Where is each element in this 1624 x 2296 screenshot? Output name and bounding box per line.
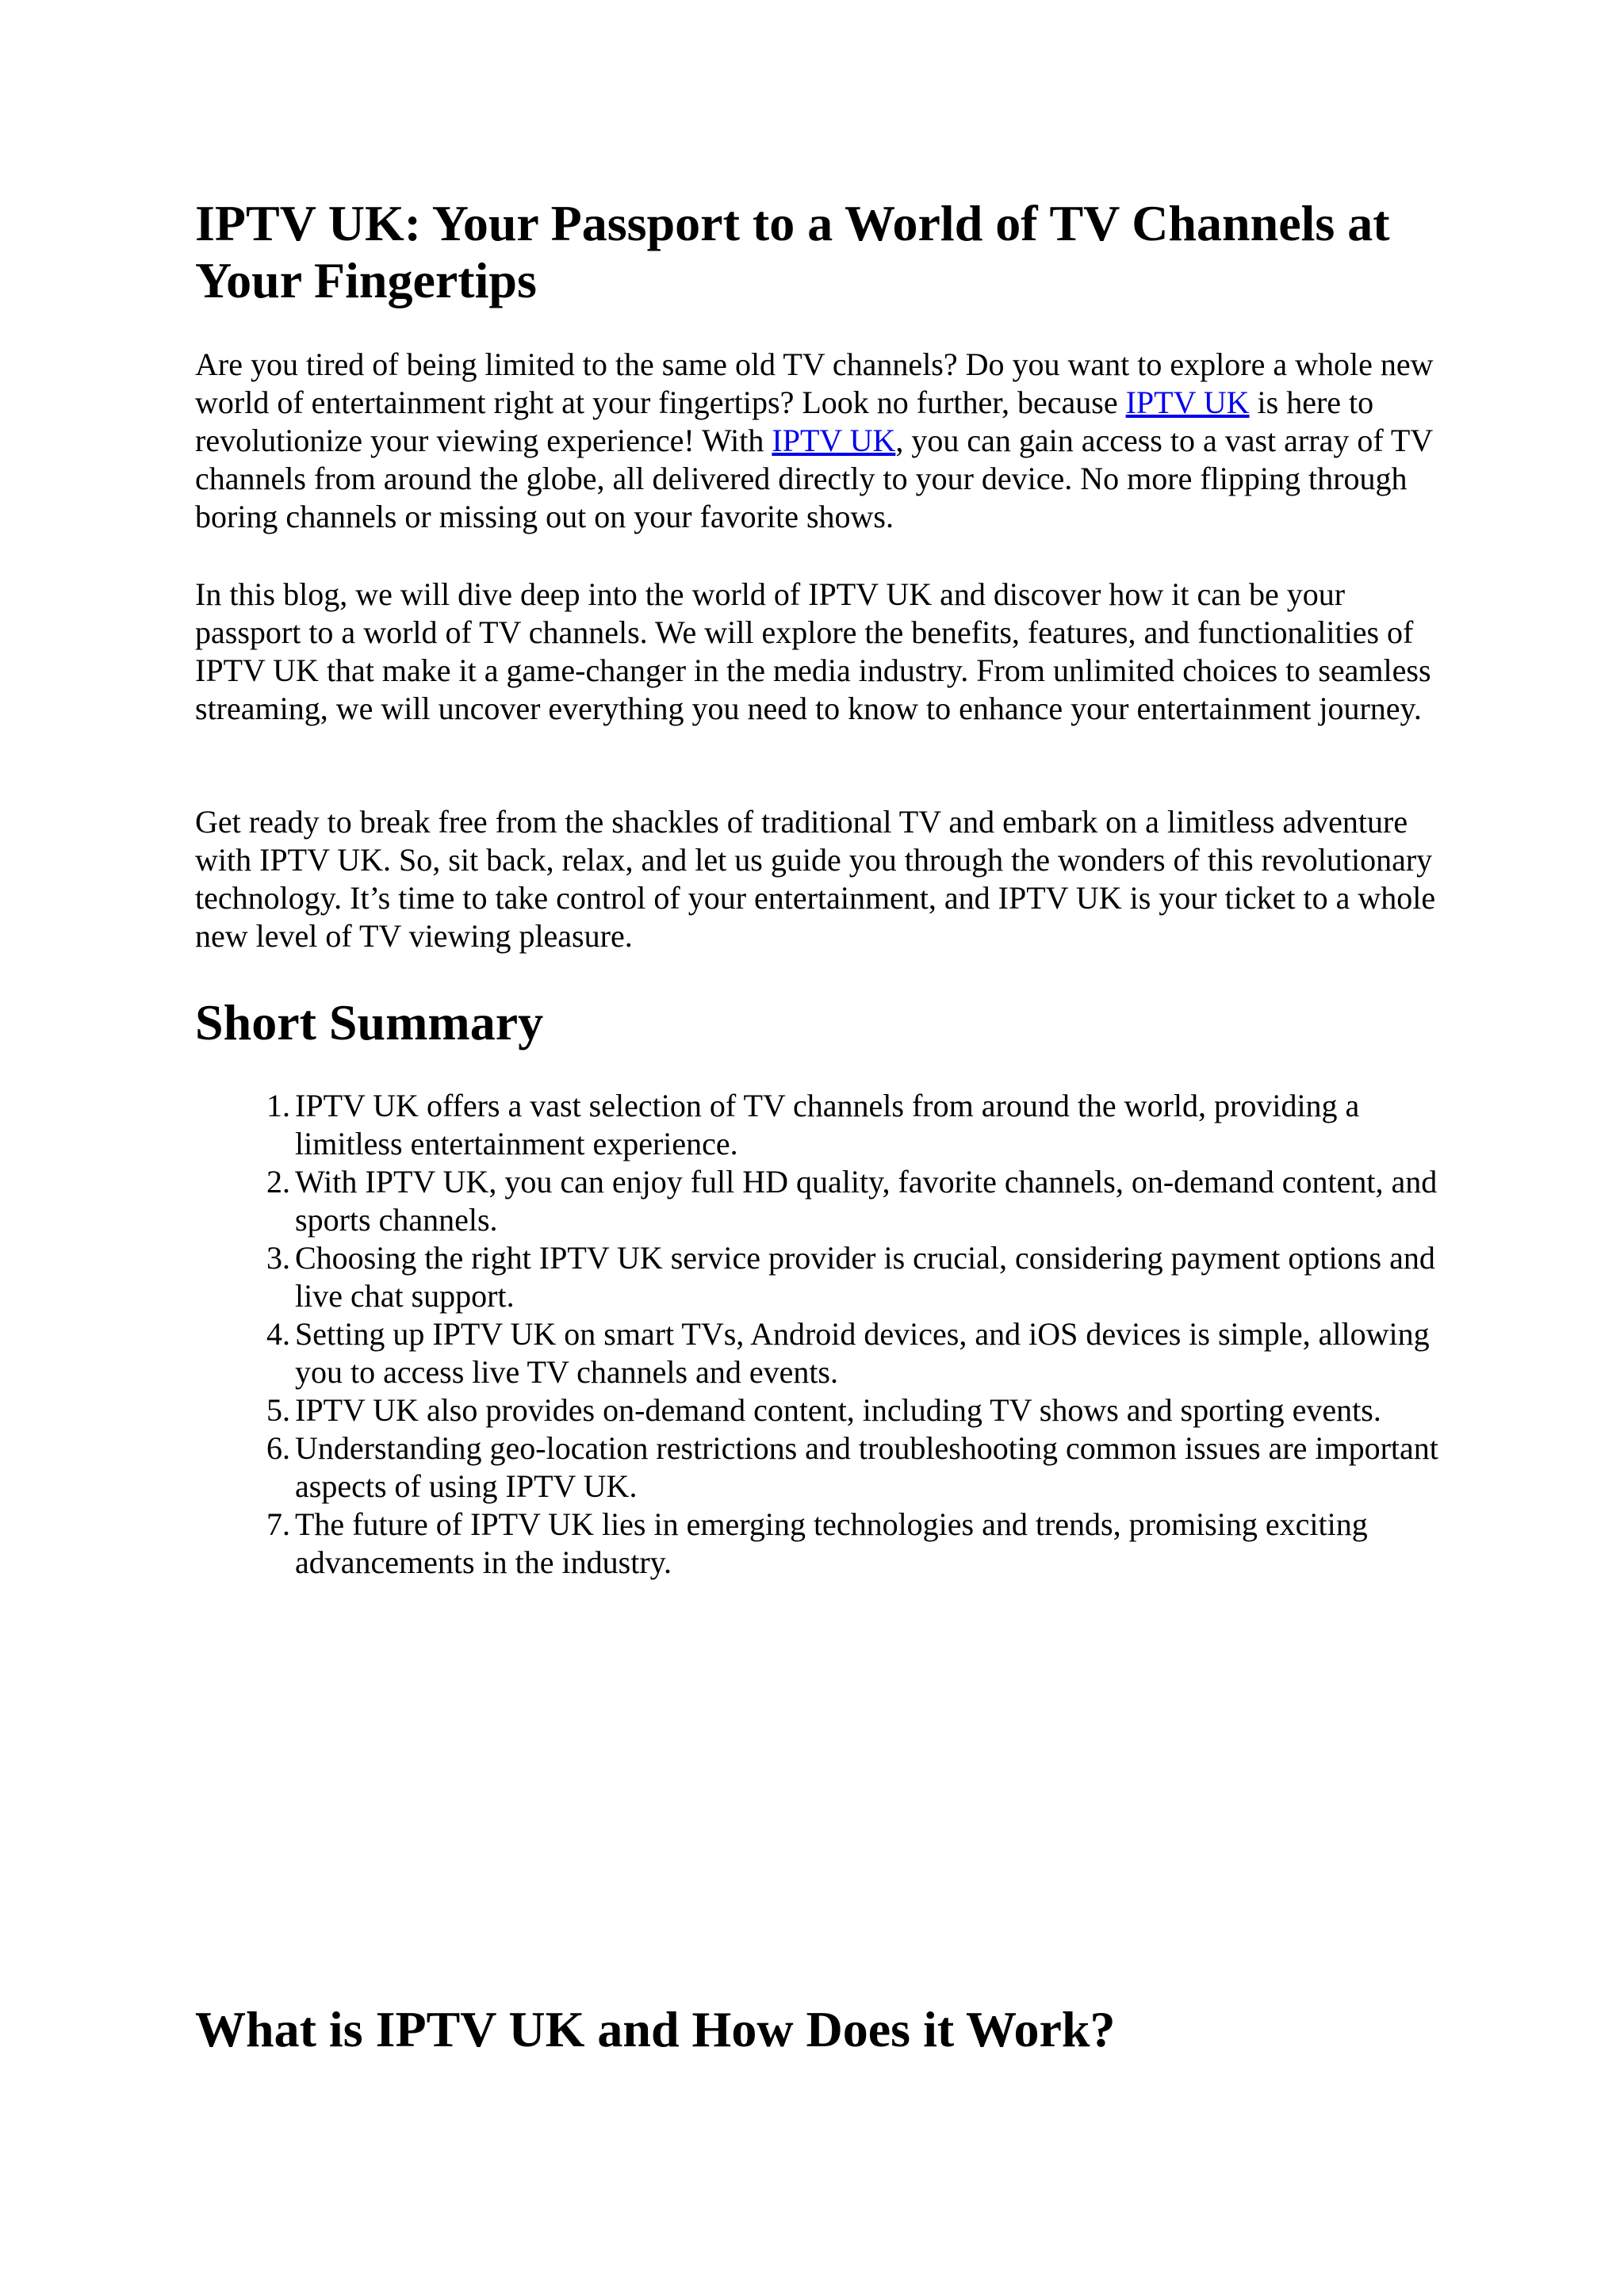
list-item — [266, 1163, 1448, 1239]
list-item-number: 1. — [266, 1088, 290, 1123]
list-item-number: 2. — [266, 1164, 290, 1200]
list-item-text: Setting up IPTV UK on smart TVs, Android devices, and iOS devices is simple, allowing you to access live TV channels and events. — [295, 1316, 1430, 1390]
list-item-text: IPTV UK also provides on-demand content, including TV shows and sporting events. — [295, 1392, 1381, 1428]
list-item-number: 5. — [266, 1392, 290, 1428]
list-item — [266, 1391, 1448, 1429]
summary-list — [195, 1087, 1448, 1582]
list-item-number: 7. — [266, 1506, 290, 1542]
intro-paragraph-2: In this blog, we will dive deep into the world of IPTV UK and discover how it can be your passport to a world of TV channels. We will explore the benefits, features, and functionalities of IPTV UK that make it a game-changer in the media industry. From unlimited choices to seamless streaming, we will uncover everything you need to know to enhance your entertainment journey. — [195, 576, 1431, 726]
intro-paragraph-3: Get ready to break free from the shackles of traditional TV and embark on a limitless adventure with IPTV UK. So, sit back, relax, and let us guide you through the wonders of this revolutionary technology. It’s time to take control of your entertainment, and IPTV UK is your ticket to a whole new level of TV viewing pleasure. — [195, 804, 1436, 954]
iptv-uk-link-1[interactable]: IPTV UK — [1125, 385, 1250, 420]
list-item — [266, 1506, 1448, 1582]
what-is-iptv-heading: What is IPTV UK and How Does it Work? — [195, 2001, 1116, 2057]
list-item-number: 3. — [266, 1240, 290, 1276]
list-item-text: Choosing the right IPTV UK service provider is crucial, considering payment options and live chat support. — [295, 1240, 1435, 1314]
intro-text-1b: is here to revolutionize your viewing experience! With — [195, 385, 1374, 458]
list-item-text: IPTV UK offers a vast selection of TV channels from around the world, providing a limitless entertainment experience. — [295, 1088, 1360, 1161]
list-item — [266, 1315, 1448, 1391]
list-item-text: With IPTV UK, you can enjoy full HD quality, favorite channels, on-demand content, and sports channels. — [295, 1164, 1438, 1238]
intro-text-1c: , you can gain access to a vast array of TV channels from around the globe, all delivered directly to your device. No more flipping through boring channels or missing out on your favorite shows. — [195, 423, 1433, 534]
short-summary-heading: Short Summary — [195, 994, 544, 1050]
page-title: IPTV UK: Your Passport to a World of TV Channels at Your Fingertips — [195, 195, 1390, 308]
list-item-number: 6. — [266, 1430, 290, 1466]
intro-paragraph-1 — [195, 346, 1448, 536]
intro-text-1a: Are you tired of being limited to the same old TV channels? Do you want to explore a whole new world of entertainment right at your fingertips? Look no further, because — [195, 346, 1434, 420]
list-item — [266, 1429, 1448, 1506]
list-item-text: Understanding geo-location restrictions and troubleshooting common issues are important aspects of using IPTV UK. — [295, 1430, 1438, 1504]
list-item — [266, 1087, 1448, 1163]
list-item-number: 4. — [266, 1316, 290, 1352]
list-item-text: The future of IPTV UK lies in emerging technologies and trends, promising exciting advancements in the industry. — [295, 1506, 1368, 1580]
list-item — [266, 1239, 1448, 1315]
iptv-uk-link-2[interactable]: IPTV UK — [772, 423, 896, 458]
